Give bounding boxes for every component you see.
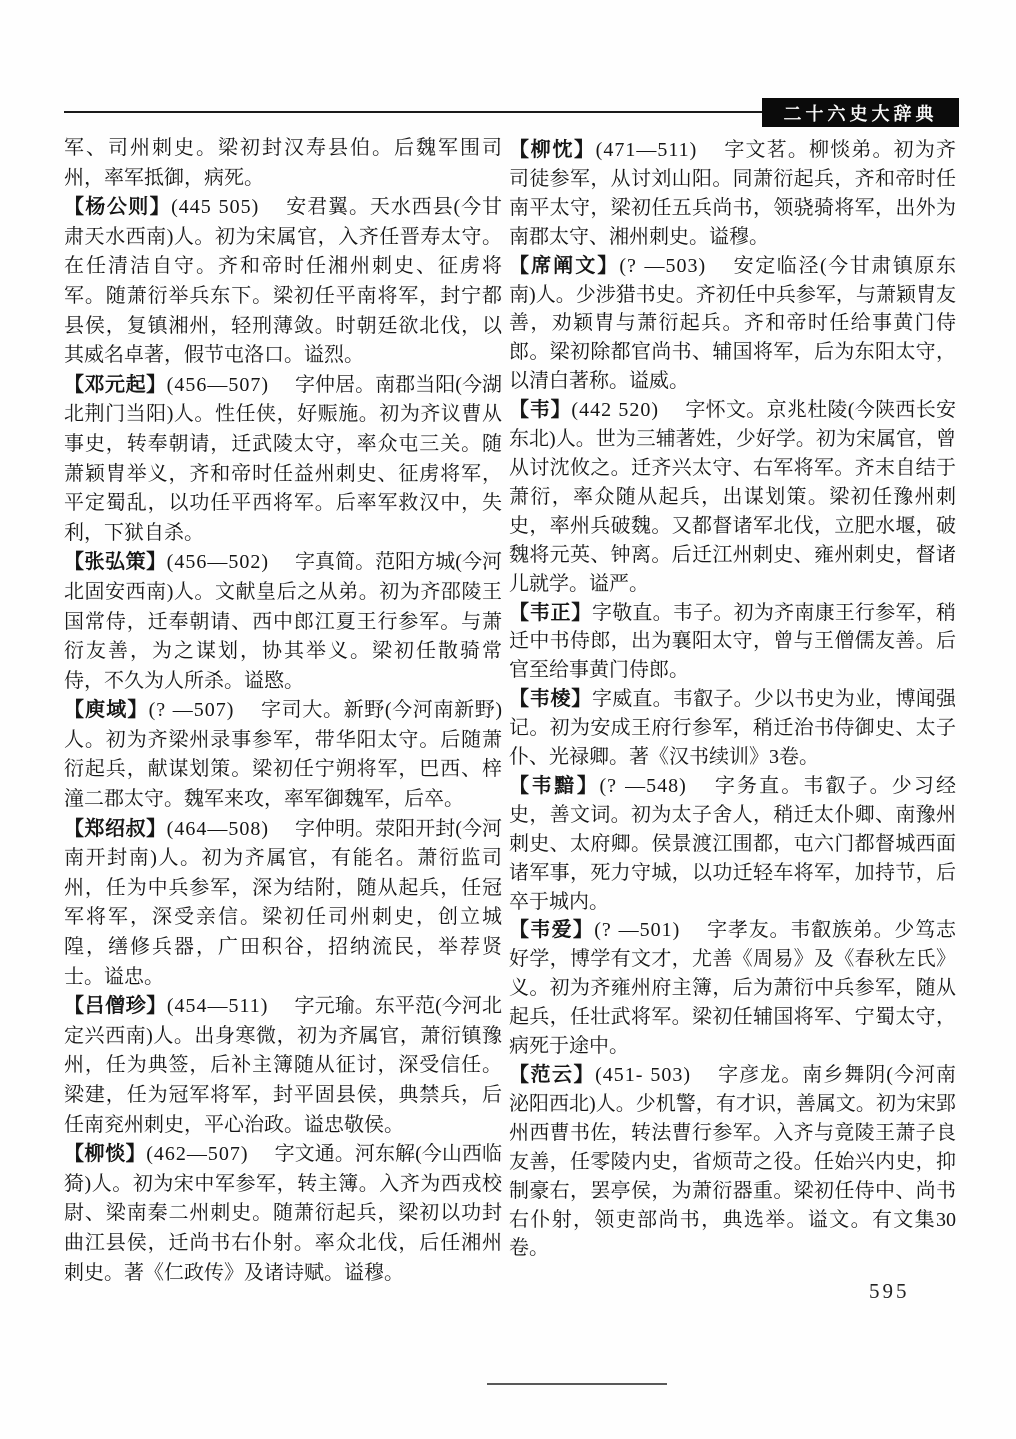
scan-artifact-line	[487, 1383, 667, 1385]
entry-dates: (442 520)	[571, 399, 660, 422]
dictionary-entry	[64, 815, 502, 993]
right-column	[509, 136, 956, 1263]
dictionary-entry	[509, 599, 956, 686]
entry-body: 字彦龙。南乡舞阴(今河南泌阳西北)人。少机警，有才识，善属文。初为宋郢州西曹书佐，转法曹行参军。入齐与竟陵王萧子良友善，任零陵内史，省烦苛之役。任始兴内史，抑制豪右，罢亭侯，为萧衍器重。梁初任侍中、尚书右仆射，领吏部尚书，典选举。谥文。有文集30卷。	[509, 1064, 957, 1260]
entry-dates: (454—511)	[166, 995, 269, 1018]
dictionary-entry	[509, 252, 956, 397]
entry-headword: 【张弘策】	[64, 551, 167, 574]
entry-body: 字怀文。京兆杜陵(今陕西长安东北)人。世为三辅著姓，少好学。初为宋属官，曾从讨沈攸之。迁齐兴太守、右军将军。齐末自结于萧衍，率众随从起兵，出谋划策。梁初任豫州刺史，率州兵破魏。又都督诸军北伐，立肥水堰，破魏将元英、钟离。后迁江州刺史、雍州刺史，督诸儿就学。谥严。	[509, 399, 957, 595]
entry-body: 字威直。韦叡子。少以书史为业，博闻强记。初为安成王府行参军，稍迁治书侍御史、太子仆、光禄卿。著《汉书续训》3卷。	[509, 688, 957, 769]
entry-body: 字元瑜。东平范(今河北定兴西南)人。出身寒微，初为齐属官，萧衍镇豫州，任为典签，后补主簿随从征讨，深受信任。梁建，任为冠军将军，封平固县侯，典禁兵，后任南兖州刺史，平心治政。谥忠敬侯。	[64, 995, 502, 1136]
entry-body: 字仲居。南郡当阳(今湖北荆门当阳)人。性任侠，好赈施。初为齐议曹从事史，转奉朝请，迁武陵太守，率众屯三关。随萧颖胄举义，齐和帝时任益州刺史、征虏将军，平定蜀乱，以功任平西将军。后率军救汉中，失利，下狱自杀。	[64, 373, 502, 544]
dictionary-entry	[509, 685, 956, 772]
dictionary-entry	[509, 1061, 956, 1263]
dictionary-entry	[64, 548, 502, 696]
dictionary-entry	[64, 1140, 502, 1288]
entry-dates: (456—502)	[166, 551, 269, 574]
dictionary-entry	[509, 396, 956, 598]
entry-headword: 【柳忱】	[509, 139, 596, 161]
dictionary-entry	[509, 916, 956, 1061]
entry-headword: 【吕僧珍】	[64, 995, 167, 1018]
entry-body: 安君翼。天水西县(今甘肃天水西南)人。初为宋属官，入齐任晋寿太守。在任清洁自守。齐和帝时任湘州刺史、征虏将军。随萧衍举兵东下。梁初任平南将军，封宁都县侯，复镇湘州，轻刑薄敛。时朝廷欲北伐，以其威名卓著，假节屯洛口。谥烈。	[64, 196, 502, 367]
header-rule	[64, 111, 765, 113]
entry-headword: 【韦黯】	[509, 774, 600, 797]
entry-body: 安定临泾(今甘肃镇原东南)人。少涉猎书史。齐初任中兵参军，与萧颖胄友善，劝颖胄与萧衍起兵。齐和帝时任给事黄门侍郎。梁初除都官尚书、辅国将军，后为东阳太守，以清白著称。谥威。	[509, 254, 956, 393]
dictionary-entry	[509, 136, 956, 252]
entry-dates: (451- 503)	[595, 1064, 692, 1086]
entry-headword: 【庾域】	[64, 699, 149, 722]
entry-headword: 【韦爱】	[509, 919, 595, 942]
dictionary-entry	[64, 371, 502, 549]
entry-headword: 【范云】	[509, 1064, 596, 1086]
entry-headword: 【邓元起】	[64, 373, 167, 396]
entry-body: 字仲明。荥阳开封(今河南开封南)人。初为齐属官，有能名。萧衍监司州，任为中兵参军，深为结附，随从起兵，任冠军将军，深受亲信。梁初任司州刺史，创立城隍，缮修兵器，广田积谷，招纳流民，举荐贤士。谥忠。	[64, 817, 502, 988]
header-title: 二十六史大辞典	[783, 103, 938, 124]
dictionary-entry	[64, 696, 502, 814]
header-banner	[762, 98, 959, 127]
left-column	[64, 134, 502, 1288]
entry-dates: (? —548)	[599, 774, 687, 797]
entry-body: 字务直。韦叡子。少习经史，善文词。初为太子舍人，稍迁太仆卿、南豫州刺史、太府卿。侯景渡江围都，屯六门都督城西面诸军事，死力守城，以功迁轻车将军，加持节，后卒于城内。	[509, 774, 957, 913]
entry-dates: (? —503)	[619, 254, 707, 277]
page-number: 595	[869, 1279, 910, 1303]
dictionary-entry	[64, 193, 502, 371]
entry-body: 字真简。范阳方城(今河北固安西南)人。文献皇后之从弟。初为齐邵陵王国常侍，迁奉朝请、西中郎江夏王行参军。与萧衍友善，为之谋划，协其举义。梁初任散骑常侍，不久为人所杀。谥愍。	[64, 551, 502, 692]
entry-dates: (464—508)	[166, 817, 269, 840]
entry-headword: 【韦棱】	[509, 688, 592, 711]
entry-body: 字文通。河东解(今山西临猗)人。初为宋中军参军，转主簿。入齐为西戎校尉、梁南秦二州刺史。随萧衍起兵，梁初以功封曲江县侯，迁尚书右仆射。率众北伐，后任湘州刺史。著《仁政传》及诸诗赋。谥穆。	[64, 1143, 502, 1284]
entry-body: 字孝友。韦叡族弟。少笃志好学，博学有文才，尤善《周易》及《春秋左氏》义。初为齐雍州府主簿，后为萧衍中兵参军，随从起兵，任壮武将军。梁初任辅国将军、宁蜀太守，病死于途中。	[509, 919, 957, 1058]
entry-body: 军、司州刺史。梁初封汉寿县伯。后魏军围司州，率军抵御，病死。	[64, 137, 502, 189]
entry-body: 字司大。新野(今河南新野)人。初为齐梁州录事参军，带华阳太守。后随萧衍起兵，献谋划策。梁初任宁朔将军，巴西、梓潼二郡太守。魏军来攻，率军御魏军，后卒。	[64, 699, 503, 811]
entry-headword: 【韦】	[509, 399, 572, 422]
dictionary-entry	[64, 992, 502, 1140]
entry-headword: 【郑绍叔】	[64, 817, 167, 840]
entry-dates: (445 505)	[171, 196, 260, 219]
entry-body: 字敬直。韦子。初为齐南康王行参军，稍迁中书侍郎，出为襄阳太守，曾与王僧儒友善。后官至给事黄门侍郎。	[509, 601, 957, 682]
entry-body: 字文茗。柳惔弟。初为齐司徒参军，从讨刘山阳。同萧衍起兵，齐和帝时任南平太守，梁初任五兵尚书，领骁骑将军，出外为南郡太守、湘州刺史。谥穆。	[509, 139, 957, 248]
entry-dates: (456—507)	[166, 373, 269, 396]
entry-headword: 【柳惔】	[64, 1143, 147, 1166]
dictionary-entry	[509, 772, 956, 917]
dictionary-entry	[64, 134, 502, 193]
entry-dates: (? —501)	[594, 919, 681, 942]
entry-dates: (462—507)	[146, 1143, 249, 1166]
entry-headword: 【杨公则】	[64, 196, 172, 219]
entry-headword: 【席阐文】	[509, 254, 620, 277]
entry-headword: 【韦正】	[509, 601, 592, 624]
entry-dates: (471—511)	[595, 139, 698, 161]
entry-dates: (? —507)	[148, 699, 235, 722]
